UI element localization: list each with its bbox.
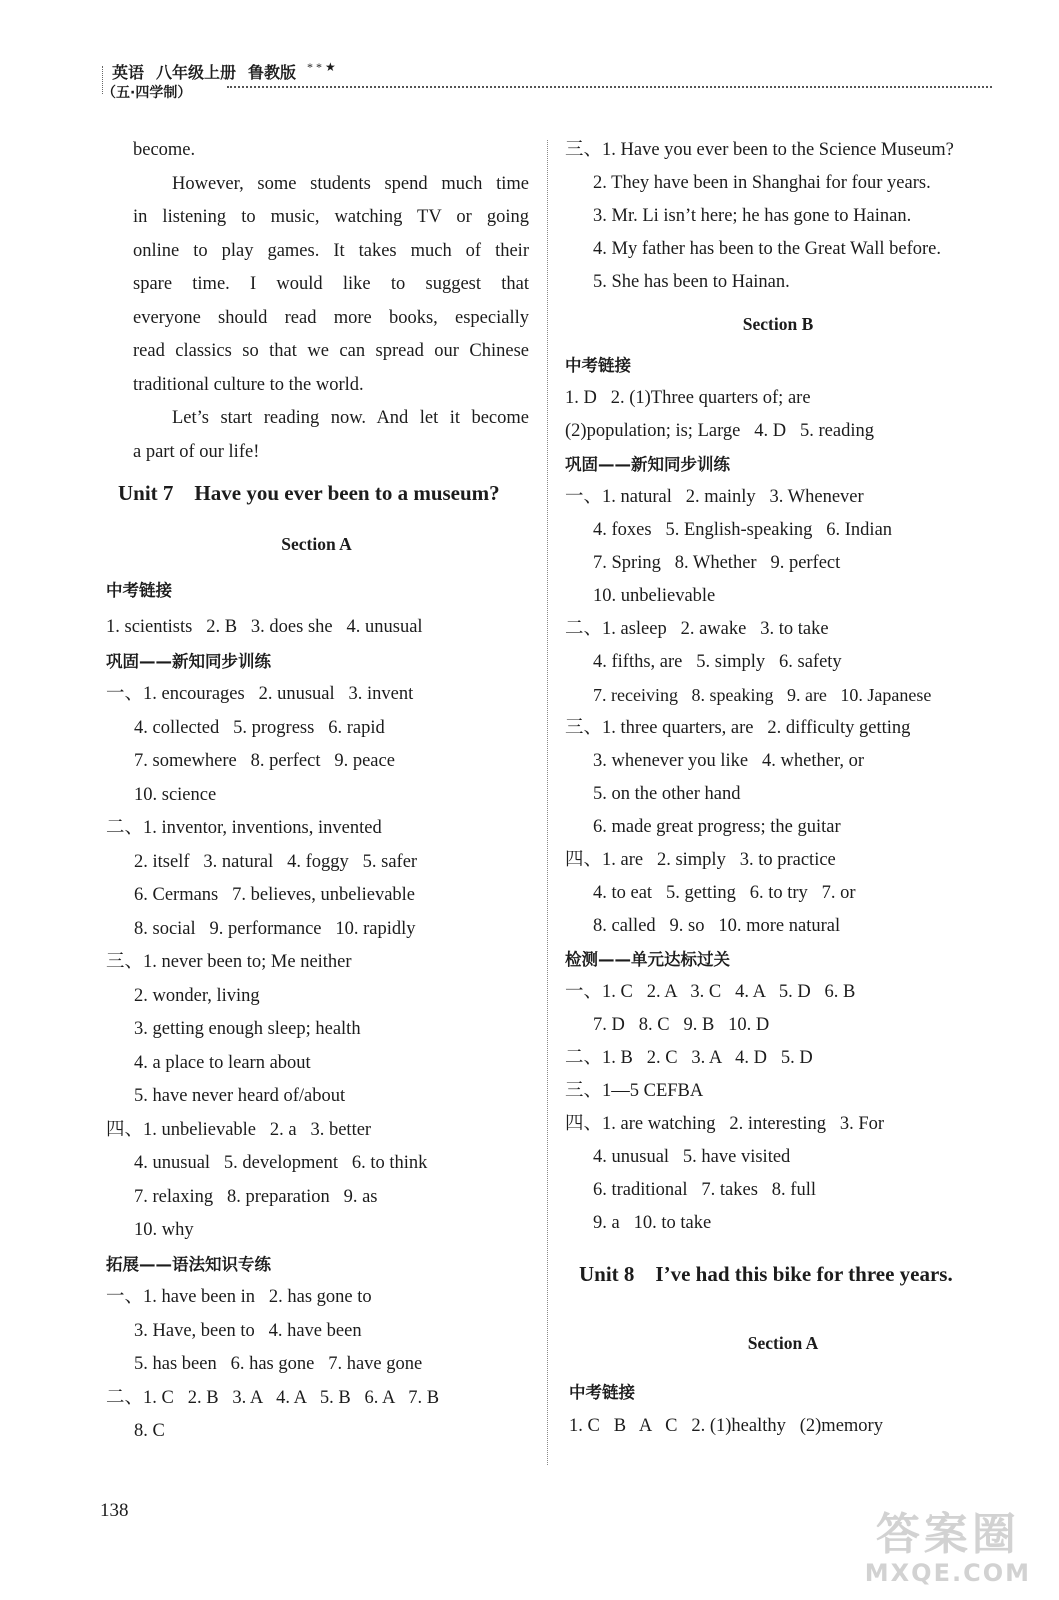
answer-line: 一、1. C 2. A 3. C 4. A 5. D 6. B xyxy=(565,982,856,1002)
answer-line: 1. scientists 2. B 3. does she 4. unusual xyxy=(106,617,423,637)
text-line: spare time. I would like to suggest that xyxy=(133,274,529,294)
answer-line: 8. social 9. performance 10. rapidly xyxy=(134,918,416,939)
answer-line: (2)population; is; Large 4. D 5. reading xyxy=(565,421,874,441)
header-stars xyxy=(307,60,336,75)
answer-line: 5. have never heard of/about xyxy=(134,1086,346,1106)
answer-line: 3. whenever you like 4. whether, or xyxy=(593,751,865,771)
answer-line: 4. foxes 5. English-speaking 6. Indian xyxy=(593,520,893,540)
subheading: 中考链接 xyxy=(569,1383,635,1402)
answer-line: 二、1. asleep 2. awake 3. to take xyxy=(565,619,829,639)
answer-line: 3. getting enough sleep; health xyxy=(134,1019,361,1039)
subheading: 中考链接 xyxy=(106,581,172,600)
answer-line: 二、1. inventor, inventions, invented xyxy=(106,818,382,838)
answer-line: 三、1—5 CEFBA xyxy=(565,1081,704,1101)
answer-line: 三、1. Have you ever been to the Science Museum? xyxy=(565,140,954,160)
answer-line: 4. unusual 5. development 6. to think xyxy=(134,1153,428,1173)
answer-line: 2. wonder, living xyxy=(134,985,260,1006)
header-subject: 英语 xyxy=(112,63,145,82)
answer-line: 9. a 10. to take xyxy=(593,1213,712,1233)
column-divider xyxy=(547,140,548,1465)
subheading: 中考链接 xyxy=(565,356,631,375)
answer-line: 4. unusual 5. have visited xyxy=(593,1147,791,1167)
unit-heading: Unit 7 Have you ever been to a museum? xyxy=(118,481,500,505)
answer-line: 8. called 9. so 10. more natural xyxy=(593,916,841,936)
answer-line: 三、1. three quarters, are 2. difficulty getting xyxy=(565,718,911,738)
header-asterisks: * * xyxy=(307,60,322,74)
answer-line: 5. She has been to Hainan. xyxy=(593,272,790,292)
text-line: However, some students spend much time xyxy=(172,173,529,194)
answer-line: 4. collected 5. progress 6. rapid xyxy=(134,717,385,738)
star-icon: ★ xyxy=(325,60,336,74)
answer-line: 6. Cermans 7. believes, unbelievable xyxy=(134,885,416,905)
subheading: 巩固——新知同步训练 xyxy=(565,455,730,474)
text-line: everyone should read more books, especially xyxy=(133,307,529,328)
header-grade: 八年级上册 xyxy=(156,63,237,82)
answer-line: 4. to eat 5. getting 6. to try 7. or xyxy=(593,883,856,903)
answer-line: 四、1. are watching 2. interesting 3. For xyxy=(565,1114,885,1134)
answer-line: 7. somewhere 8. perfect 9. peace xyxy=(134,751,395,771)
header-title xyxy=(112,60,308,83)
answer-line: 6. made great progress; the guitar xyxy=(593,817,841,837)
answer-line: 二、1. C 2. B 3. A 4. A 5. B 6. A 7. B xyxy=(106,1387,440,1408)
text-line: Let’s start reading now. And let it become xyxy=(172,408,529,428)
section-heading: Section B xyxy=(742,314,814,334)
left-column xyxy=(104,134,534,1449)
text-line: a part of our life! xyxy=(133,441,260,462)
answer-line: 8. C xyxy=(134,1421,165,1441)
watermark xyxy=(865,1510,1031,1586)
answer-line: 一、1. encourages 2. unusual 3. invent xyxy=(106,684,414,704)
subheading: 检测——单元达标过关 xyxy=(565,950,730,969)
right-column xyxy=(563,134,1003,1444)
watermark-logo: 答案圈 xyxy=(875,1509,1020,1560)
answer-line: 3. Have, been to 4. have been xyxy=(134,1320,362,1341)
answer-line: 7. receiving 8. speaking 9. are 10. Japanese xyxy=(593,685,932,705)
answer-line: 10. why xyxy=(134,1220,194,1240)
answer-line: 2. itself 3. natural 4. foggy 5. safer xyxy=(134,851,418,872)
answer-line: 5. on the other hand xyxy=(593,784,741,804)
subheading: 拓展——语法知识专练 xyxy=(106,1254,271,1274)
answer-line: 10. unbelievable xyxy=(593,586,716,606)
answer-line: 四、1. are 2. simply 3. to practice xyxy=(565,850,836,870)
answer-line: 3. Mr. Li isn’t here; he has gone to Hainan. xyxy=(593,206,912,226)
section-heading: Section A xyxy=(281,534,352,554)
answer-line: 1. C B A C 2. (1)healthy (2)memory xyxy=(569,1416,883,1436)
page-header xyxy=(102,60,992,100)
header-edition: 鲁教版 xyxy=(248,63,297,82)
text-line: become. xyxy=(133,140,196,160)
answer-line: 4. fifths, are 5. simply 6. safety xyxy=(593,652,842,672)
page-number: 138 xyxy=(100,1500,129,1521)
answer-line: 10. science xyxy=(134,784,217,805)
answer-line: 7. D 8. C 9. B 10. D xyxy=(593,1015,770,1035)
answer-line: 三、1. never been to; Me neither xyxy=(106,952,352,972)
answer-line: 1. D 2. (1)Three quarters of; are xyxy=(565,388,811,408)
watermark-url: MXQE.COM xyxy=(864,1559,1031,1587)
text-line: online to play games. It takes much of their xyxy=(133,240,529,261)
answer-line: 一、1. have been in 2. has gone to xyxy=(106,1287,372,1307)
answer-line: 4. My father has been to the Great Wall before. xyxy=(593,239,941,259)
answer-line: 6. traditional 7. takes 8. full xyxy=(593,1180,816,1200)
answer-line: 4. a place to learn about xyxy=(134,1052,311,1073)
subheading: 巩固——新知同步训练 xyxy=(106,651,271,671)
answer-line: 7. relaxing 8. preparation 9. as xyxy=(134,1186,378,1207)
header-dotted-rule xyxy=(227,86,992,88)
text-line: traditional culture to the world. xyxy=(133,374,364,395)
text-line: in listening to music, watching TV or going xyxy=(133,207,529,227)
unit-heading: Unit 8 I’ve had this bike for three years. xyxy=(579,1262,953,1286)
answer-line: 5. has been 6. has gone 7. have gone xyxy=(134,1354,423,1374)
answer-line: 四、1. unbelievable 2. a 3. better xyxy=(106,1119,372,1140)
answer-line: 一、1. natural 2. mainly 3. Whenever xyxy=(565,487,864,507)
text-line: read classics so that we can spread our Chinese xyxy=(133,341,529,361)
answer-line: 二、1. B 2. C 3. A 4. D 5. D xyxy=(565,1048,813,1068)
answer-line: 7. Spring 8. Whether 9. perfect xyxy=(593,553,841,573)
section-heading: Section A xyxy=(747,1333,819,1353)
header-system: （五·四学制） xyxy=(102,85,192,101)
answer-line: 2. They have been in Shanghai for four years. xyxy=(593,173,931,193)
